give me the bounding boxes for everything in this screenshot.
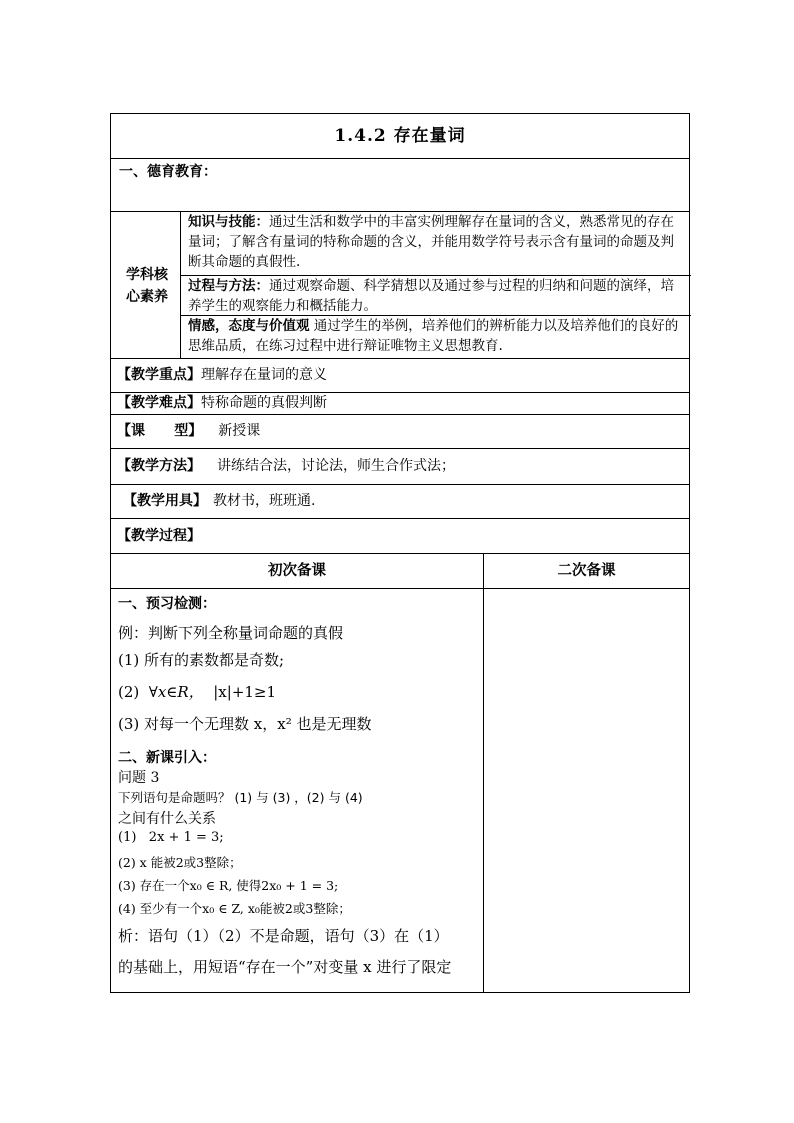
preview-question-3: (3) 对每一个无理数 x，x² 也是无理数 [118, 715, 372, 733]
teaching-tools-row [111, 484, 689, 518]
intro-problem: 问题 3 [118, 770, 160, 786]
difficulty-text: 特称命题的真假判断 [201, 395, 327, 411]
preview-heading: 一、预习检测： [118, 596, 216, 612]
knowledge-skill-item [188, 212, 686, 275]
teaching-tools-label: 【教学用具】 [123, 493, 207, 509]
intro-statement-4: (4) 至少有一个x₀ ∈ Z, x₀能被2或3整除； [118, 901, 351, 916]
knowledge-skill-label: 知识与技能： [188, 214, 269, 230]
intro-question-line-1: 下列语句是命题吗？ (1) 与 (3) ，(2) 与 (4) [118, 790, 363, 805]
knowledge-skill-text: 通过生活和数学中的丰富实例理解存在量词的含义，熟悉常见的存在量词；了解含有量词的特称命题的含义，并能用数学符号表示含有量词的命题及判断其命题的真假性. [188, 214, 674, 270]
intro-statement-2: (2) x 能被2或3整除； [118, 855, 242, 870]
process-method-label: 过程与方法： [188, 278, 269, 294]
core-literacy-row [111, 211, 689, 358]
teaching-method-text: 讲练结合法，讨论法，师生合作式法； [217, 458, 455, 474]
lesson-type-text: 新授课 [218, 423, 261, 439]
page-title: 1.4.2 存在量词 [334, 126, 466, 146]
process-method-text: 通过观察命题、科学猜想以及通过参与过程的归纳和问题的演绎，培养学生的观察能力和概括能力。 [188, 278, 674, 314]
moral-education-row [111, 158, 689, 211]
emotion-attitude-item [181, 315, 691, 359]
key-point-row [111, 358, 689, 392]
difficulty-label: 【教学难点】 [117, 395, 201, 411]
q2-expression: |x|+1≥1 [203, 683, 277, 701]
teaching-method-label: 【教学方法】 [117, 458, 201, 474]
lesson-plan-table [110, 113, 690, 993]
intro-question-line-2: 之间有什么关系 [118, 811, 216, 827]
preview-example: 例：判断下列全称量词命题的真假 [118, 624, 344, 642]
teaching-process-row [111, 518, 689, 553]
analysis-line-2: 的基础上，用短语“存在一个”对变量 x 进行了限定 [118, 958, 452, 976]
analysis-line-1: 析：语句（1）（2）不是命题，语句（3）在（1） [118, 927, 449, 945]
prep-columns-header [111, 553, 689, 588]
second-prep-content [483, 589, 689, 993]
emotion-attitude-text: 通过学生的举例，培养他们的辨析能力以及培养他们的良好的思维品质，在练习过程中进行辩证唯物主义思想教育. [188, 318, 679, 354]
moral-education-label: 一、德育教育： [119, 164, 217, 180]
process-method-item [181, 275, 691, 315]
key-point-label: 【教学重点】 [117, 367, 201, 383]
emotion-attitude-label: 情感，态度与价值观 [188, 318, 310, 334]
core-literacy-label: 学科核 心素养 [126, 267, 168, 305]
key-point-text: 理解存在量词的意义 [201, 367, 327, 383]
intro-heading: 二、新课引入： [118, 750, 216, 766]
lesson-type-row [111, 414, 689, 448]
intro-statement-1: (1) 2x + 1 = 3; [118, 830, 224, 845]
q2-prefix: (2) [118, 683, 149, 701]
core-literacy-items [180, 212, 690, 359]
preview-question-1: (1) 所有的素数都是奇数; [118, 651, 285, 669]
difficulty-row [111, 392, 689, 414]
teaching-tools-text: 教材书，班班通. [213, 493, 316, 509]
q2-quantifier: ∀x∈R， [148, 683, 204, 701]
preview-question-2 [118, 681, 276, 702]
intro-statement-3: (3) 存在一个x₀ ∈ R, 使得2x₀ + 1 = 3; [118, 878, 339, 893]
second-prep-header: 二次备课 [483, 554, 689, 589]
lesson-type-label: 【课 型】 [117, 423, 203, 439]
first-prep-content [111, 589, 483, 993]
teaching-method-row [111, 448, 689, 484]
teaching-process-label: 【教学过程】 [117, 528, 201, 544]
first-prep-header: 初次备课 [268, 562, 326, 579]
prep-content-row [111, 588, 689, 992]
